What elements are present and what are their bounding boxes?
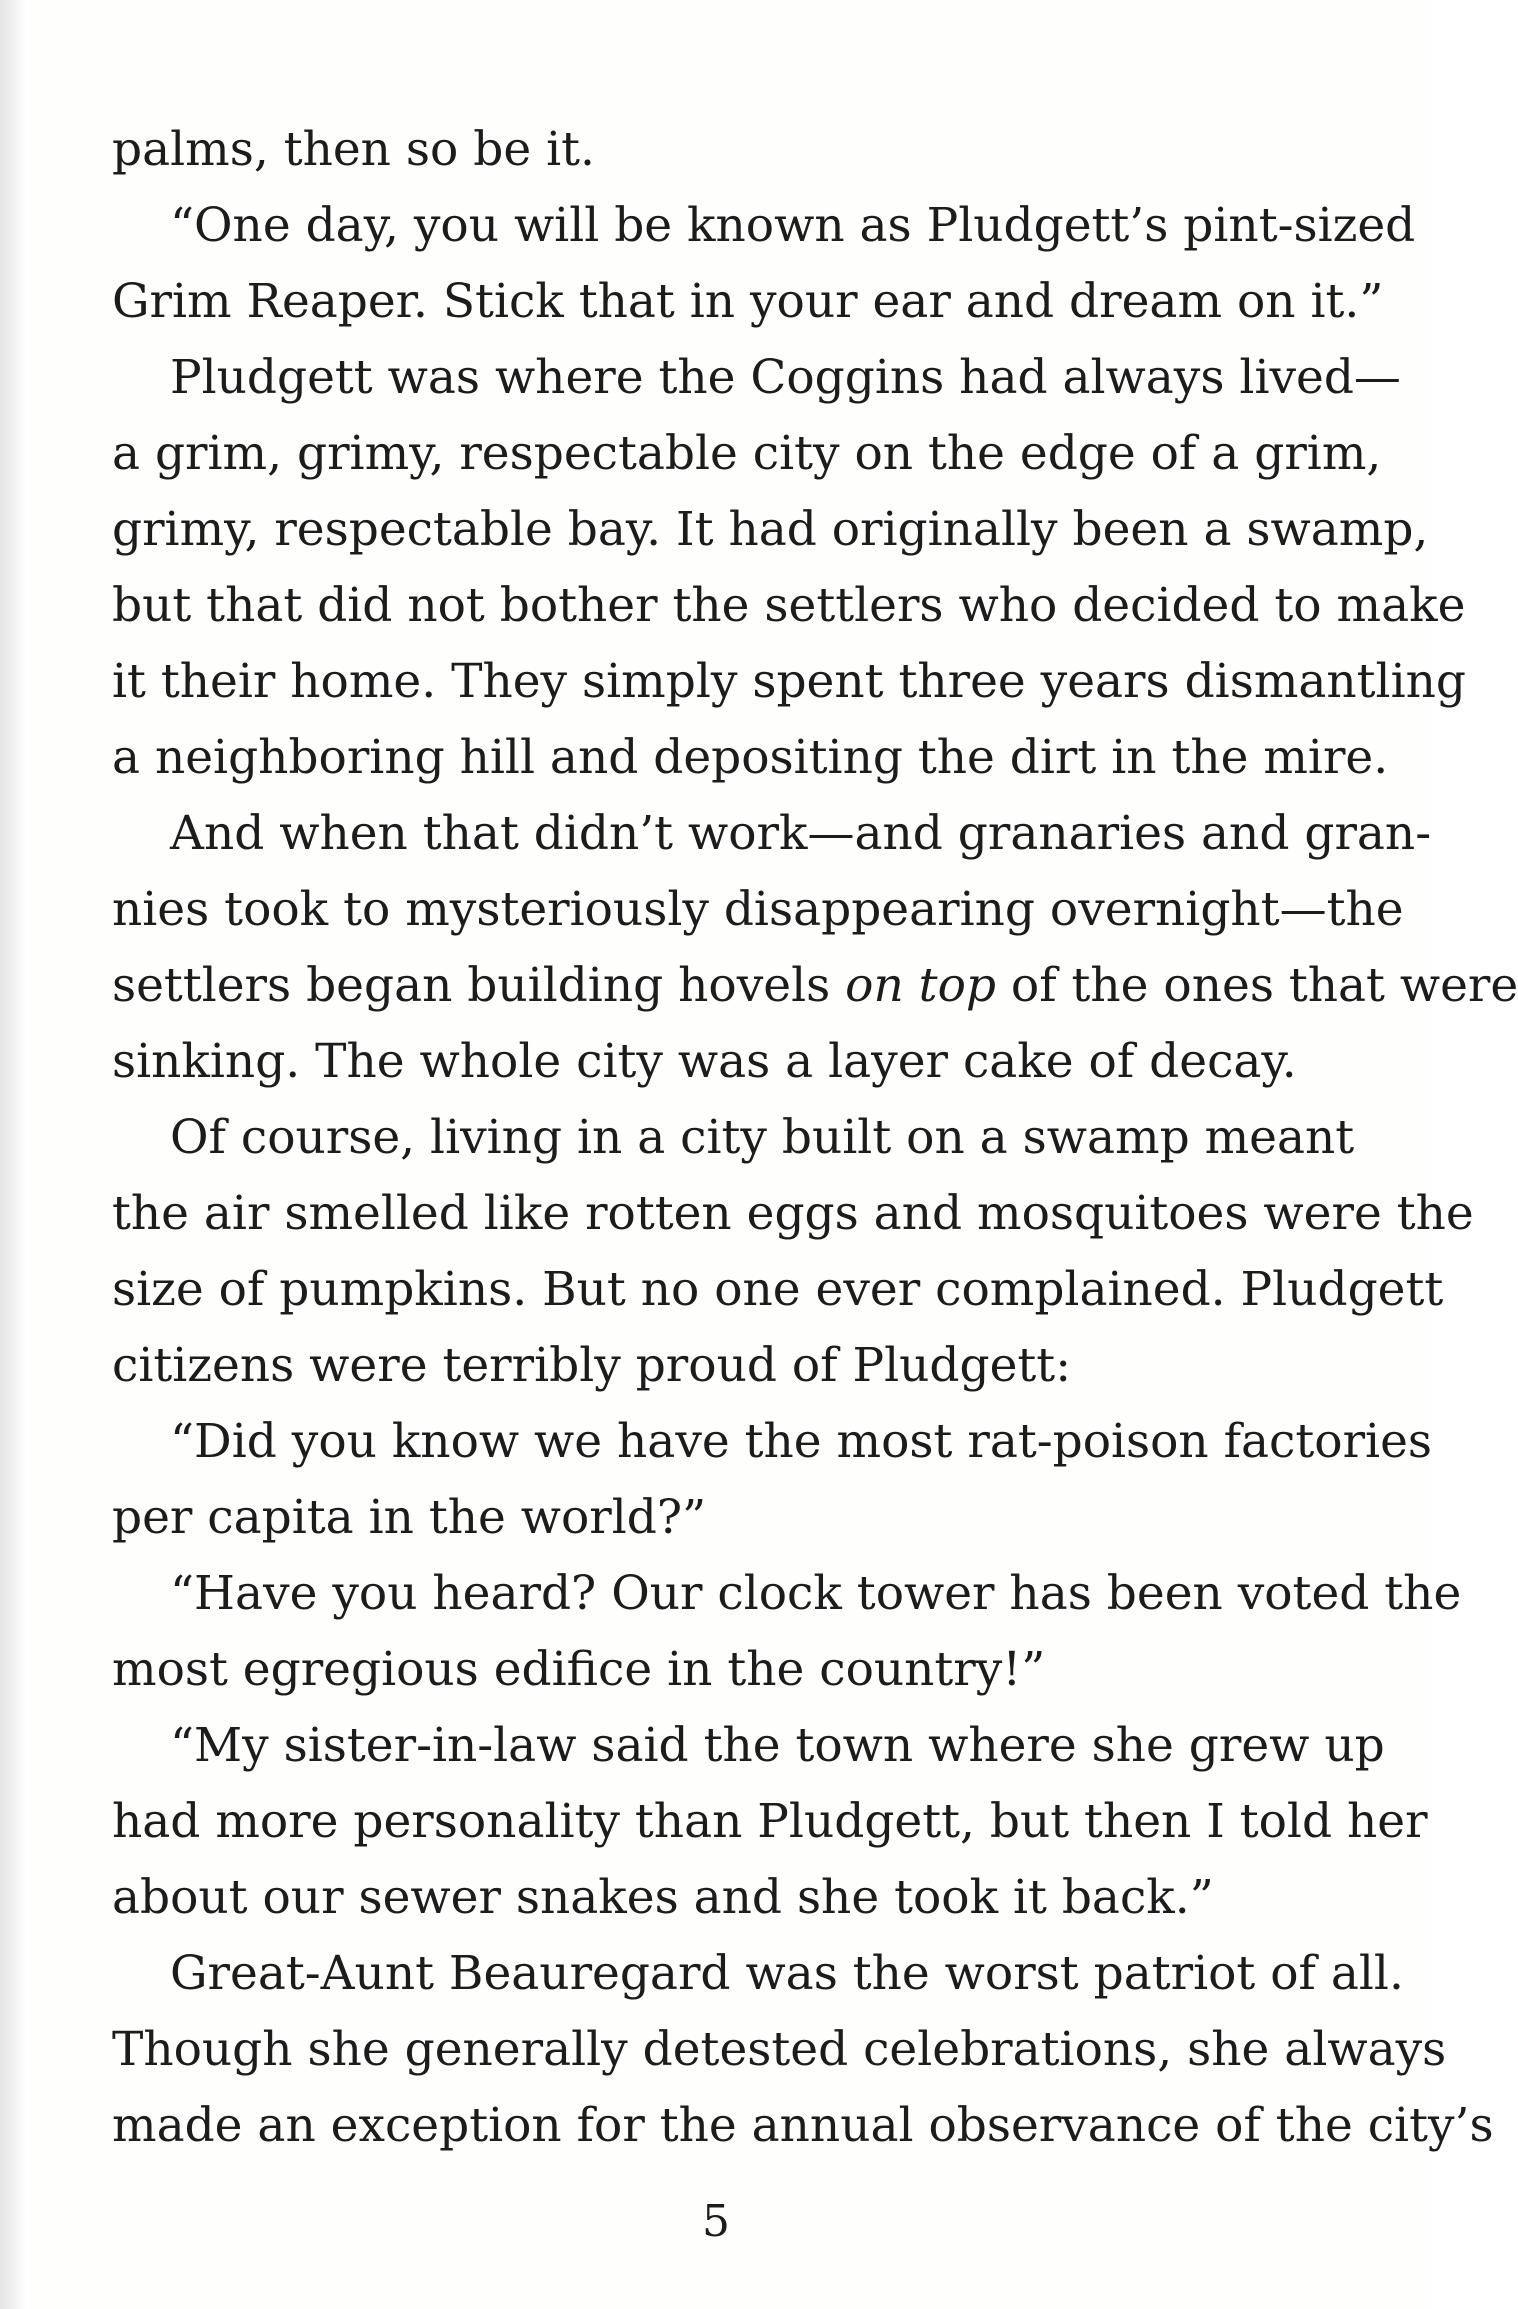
- text-line: the air smelled like rotten eggs and mosquitoes were the: [112, 1186, 1474, 1241]
- text-line: a grim, grimy, respectable city on the edge of a grim,: [112, 426, 1382, 481]
- page-number: 5: [702, 2196, 730, 2247]
- text-line: per capita in the world?”: [112, 1490, 707, 1545]
- text-run: settlers began building hovels: [112, 958, 846, 1013]
- text-line: “Did you know we have the most rat-poison factories: [170, 1414, 1433, 1469]
- text-line: “One day, you will be known as Pludgett’s pint-sized: [170, 198, 1416, 253]
- text-line: a neighboring hill and depositing the dirt in the mire.: [112, 730, 1389, 785]
- body-text: [112, 112, 1518, 2164]
- text-line: “Have you heard? Our clock tower has been voted the: [170, 1566, 1462, 1621]
- text-line: grimy, respectable bay. It had originally been a swamp,: [112, 502, 1429, 557]
- text-line: Grim Reaper. Stick that in your ear and dream on it.”: [112, 274, 1384, 329]
- text-line: Of course, living in a city built on a swamp meant: [170, 1110, 1355, 1165]
- text-line: had more personality than Pludgett, but then I told her: [112, 1794, 1428, 1849]
- text-line: about our sewer snakes and she took it back.”: [112, 1870, 1214, 1925]
- text-line: Though she generally detested celebrations, she always: [112, 2022, 1447, 2077]
- text-line: citizens were terribly proud of Pludgett:: [112, 1338, 1072, 1393]
- text-line: palms, then so be it.: [112, 122, 595, 177]
- text-line: “My sister-in-law said the town where she grew up: [170, 1718, 1385, 1773]
- text-run: of the ones that were: [995, 958, 1518, 1013]
- text-line: size of pumpkins. But no one ever complained. Pludgett: [112, 1262, 1444, 1317]
- text-line: made an exception for the annual observance of the city’s: [112, 2098, 1494, 2153]
- text-line: Great-Aunt Beauregard was the worst patriot of all.: [170, 1946, 1404, 2001]
- text-line: Pludgett was where the Coggins had always lived—: [170, 350, 1401, 405]
- italic-text: on top: [845, 958, 996, 1013]
- text-line: [112, 948, 1518, 1024]
- text-line: And when that didn’t work—and granaries and gran-: [170, 806, 1432, 861]
- text-line: sinking. The whole city was a layer cake of decay.: [112, 1034, 1297, 1089]
- text-line: but that did not bother the settlers who decided to make: [112, 578, 1466, 633]
- text-line: most egregious edifice in the country!”: [112, 1642, 1046, 1697]
- text-line: nies took to mysteriously disappearing overnight—the: [112, 882, 1404, 937]
- binding-shadow: [0, 0, 26, 2309]
- text-line: it their home. They simply spent three years dismantling: [112, 654, 1466, 709]
